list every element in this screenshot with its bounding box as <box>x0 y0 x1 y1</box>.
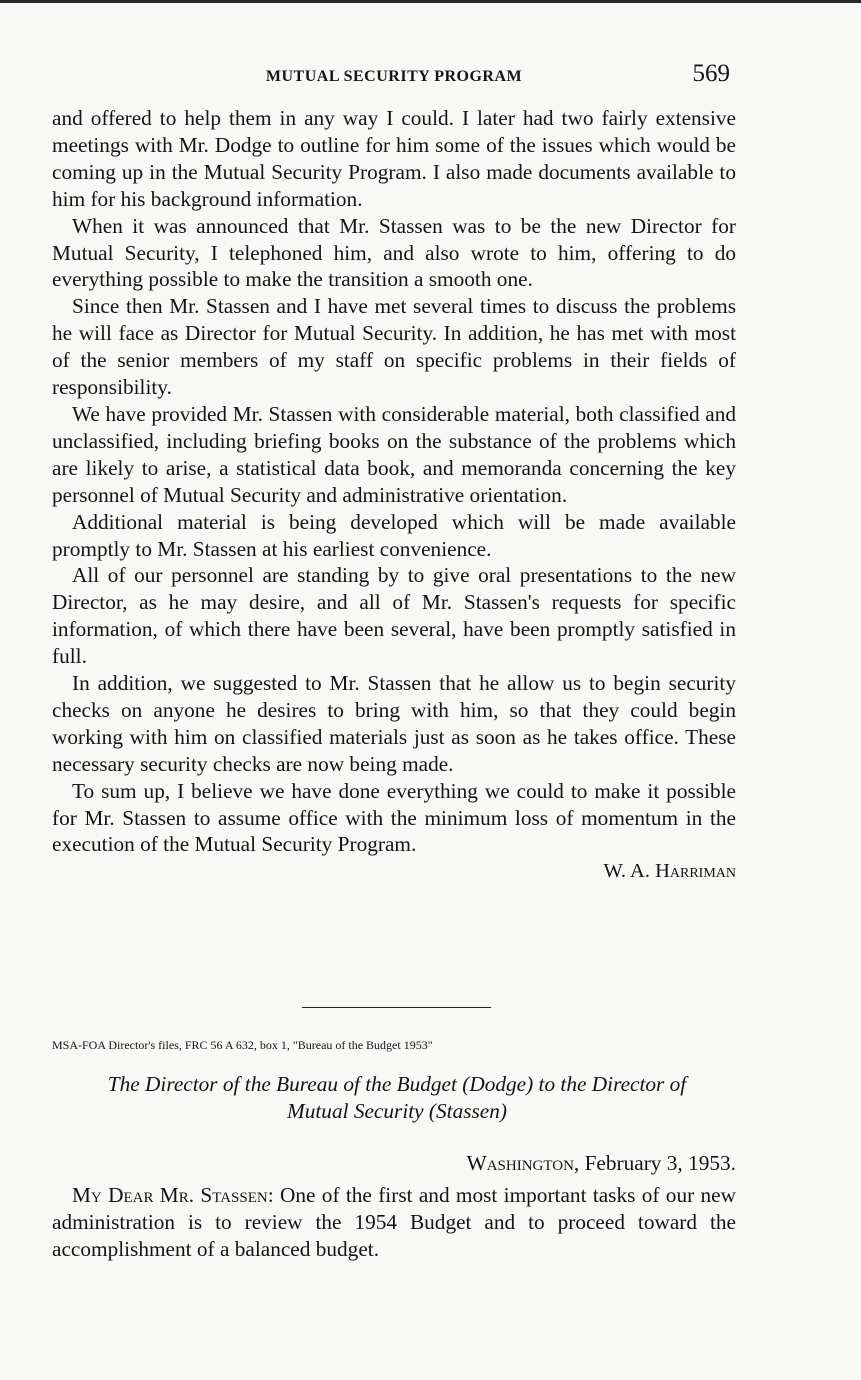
running-head: MUTUAL SECURITY PROGRAM <box>265 68 523 85</box>
letter-text: One of the first and most important tasks of our new administration is to review the 1954 Budget and to proceed toward the accomplishment of a balanced budget. <box>52 1183 737 1261</box>
section-divider <box>302 1007 491 1008</box>
signature: W. A. Harriman <box>603 860 736 883</box>
paragraph-7: In addition, we suggested to Mr. Stassen that he allow us to begin security checks on anyone he desires to bring with him, so that they could begin working with him on classified materials just as soon as he takes office. These necessary security checks are now being made. <box>52 671 736 776</box>
paragraph-5: Additional material is being developed which will be made available promptly to Mr. Stassen at his earliest convenience. <box>52 509 736 561</box>
dateline-place: Washington, <box>466 1151 580 1175</box>
paragraph-3: Since then Mr. Stassen and I have met several times to discuss the problems he will face as Director for Mutual Security. In addition, he has met with most of the senior members of my staff on specific problems in their fields of responsibility. <box>52 294 736 400</box>
paragraph-1: and offered to help them in any way I could. I later had two fairly extensive meetings with Mr. Dodge to outline for him some of the issues which would be coming up in the Mutual Security Program. I also made documents available to him for his background information. <box>52 106 736 211</box>
paragraph-4: We have provided Mr. Stassen with considerable material, both classified and unclassified, including briefing books on the substance of the problems which are likely to arise, a statistical data book, and memoranda concerning the key personnel of Mutual Security and administrative orientation. <box>52 401 736 507</box>
memo-body <box>52 105 736 885</box>
paragraph-6: All of our personnel are standing by to give oral presentations to the new Director, as he may desire, and all of Mr. Stassen's requests for specific information, of which there have been several, have been promptly satisfied in full. <box>52 563 736 669</box>
dateline <box>52 1150 736 1177</box>
page-top-rule <box>0 0 861 3</box>
page-number: 569 <box>692 60 730 87</box>
document-title-line-1: The Director of the Bureau of the Budget (Dodge) to the Director of <box>107 1072 687 1096</box>
document-title <box>52 1071 742 1125</box>
document-title-line-2: Mutual Security (Stassen) <box>286 1098 508 1123</box>
source-note: MSA-FOA Director's files, FRC 56 A 632, box 1, "Bureau of the Budget 1953" <box>52 1038 433 1052</box>
letter-body <box>52 1182 736 1263</box>
dateline-date: February 3, 1953. <box>584 1151 736 1175</box>
page-header <box>52 60 736 94</box>
paragraph-8: To sum up, I believe we have done everything we could to make it possible for Mr. Stassen to assume office with the minimum loss of momentum in the execution of the Mutual Security Program. <box>52 778 736 857</box>
letter-paragraph <box>52 1182 736 1263</box>
paragraph-2: When it was announced that Mr. Stassen was to be the new Director for Mutual Security, I telephoned him, and also wrote to him, offering to do everything possible to make the transition a smooth one. <box>52 213 736 292</box>
salutation: My Dear Mr. Stassen: <box>72 1183 274 1207</box>
